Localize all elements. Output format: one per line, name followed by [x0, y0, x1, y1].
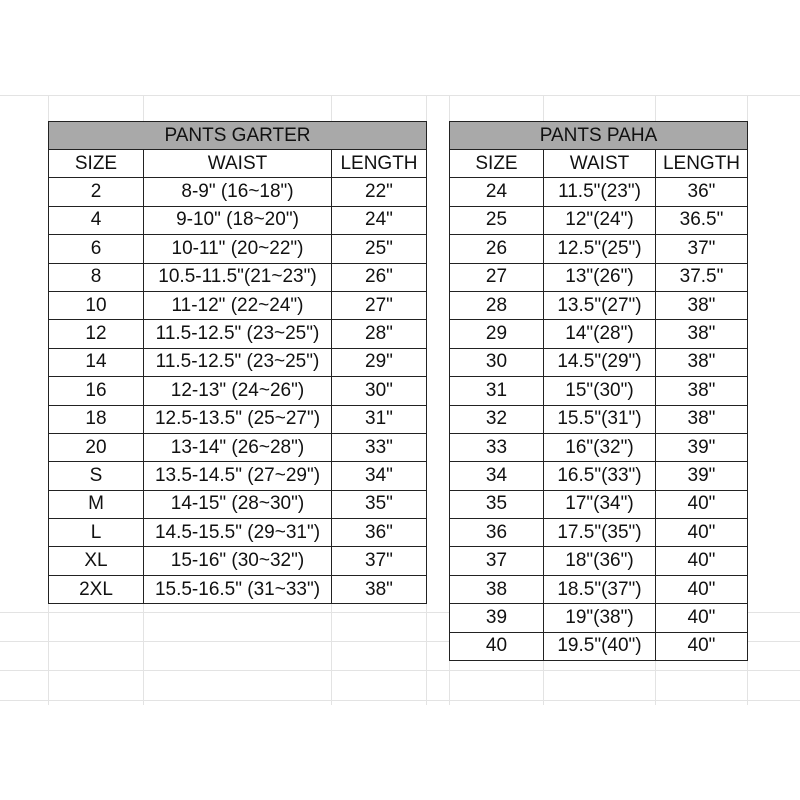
table-row	[49, 263, 427, 291]
waist-cell: 11-12" (22~24")	[144, 291, 332, 319]
waist-cell: 14"(28")	[544, 320, 656, 348]
table-title-row	[450, 122, 748, 150]
table-row	[49, 519, 427, 547]
table-row	[450, 547, 748, 575]
length-cell: 38"	[656, 348, 748, 376]
waist-cell: 11.5-12.5" (23~25")	[144, 348, 332, 376]
length-cell: 28"	[332, 320, 427, 348]
size-cell: 26	[450, 235, 544, 263]
size-cell: 18	[49, 405, 144, 433]
length-cell: 40"	[656, 575, 748, 603]
length-cell: 34"	[332, 462, 427, 490]
waist-cell: 17"(34")	[544, 490, 656, 518]
table-row	[49, 235, 427, 263]
waist-cell: 19.5"(40")	[544, 632, 656, 660]
size-cell: 24	[450, 178, 544, 206]
length-cell: 29"	[332, 348, 427, 376]
size-cell: S	[49, 462, 144, 490]
column-header-waist: WAIST	[144, 150, 332, 178]
table-row	[49, 348, 427, 376]
waist-cell: 14.5-15.5" (29~31")	[144, 519, 332, 547]
column-header-waist: WAIST	[544, 150, 656, 178]
length-cell: 37"	[332, 547, 427, 575]
waist-cell: 16"(32")	[544, 433, 656, 461]
size-cell: 31	[450, 377, 544, 405]
size-cell: 4	[49, 206, 144, 234]
size-cell: 2XL	[49, 575, 144, 603]
length-cell: 40"	[656, 547, 748, 575]
length-cell: 37.5"	[656, 263, 748, 291]
waist-cell: 18.5"(37")	[544, 575, 656, 603]
table-row	[450, 348, 748, 376]
waist-cell: 10-11" (20~22")	[144, 235, 332, 263]
waist-cell: 13-14" (26~28")	[144, 433, 332, 461]
table-row	[450, 632, 748, 660]
length-cell: 26"	[332, 263, 427, 291]
size-cell: 40	[450, 632, 544, 660]
size-cell: 39	[450, 604, 544, 632]
column-header-length: LENGTH	[656, 150, 748, 178]
table-row	[450, 490, 748, 518]
table-row	[49, 377, 427, 405]
waist-cell: 15.5-16.5" (31~33")	[144, 575, 332, 603]
table-title: PANTS PAHA	[450, 122, 748, 150]
waist-cell: 12-13" (24~26")	[144, 377, 332, 405]
table-row	[49, 462, 427, 490]
waist-cell: 13"(26")	[544, 263, 656, 291]
size-cell: 25	[450, 206, 544, 234]
length-cell: 24"	[332, 206, 427, 234]
table-title-row	[49, 122, 427, 150]
waist-cell: 15-16" (30~32")	[144, 547, 332, 575]
length-cell: 38"	[656, 405, 748, 433]
length-cell: 37"	[656, 235, 748, 263]
waist-cell: 11.5-12.5" (23~25")	[144, 320, 332, 348]
length-cell: 36"	[656, 178, 748, 206]
length-cell: 39"	[656, 462, 748, 490]
table-row	[49, 405, 427, 433]
table-row	[49, 433, 427, 461]
table-header-row	[450, 150, 748, 178]
waist-cell: 12.5"(25")	[544, 235, 656, 263]
waist-cell: 19"(38")	[544, 604, 656, 632]
length-cell: 38"	[332, 575, 427, 603]
length-cell: 38"	[656, 377, 748, 405]
table-row	[450, 206, 748, 234]
table-row	[450, 519, 748, 547]
size-cell: 14	[49, 348, 144, 376]
size-cell: 36	[450, 519, 544, 547]
table-row	[49, 575, 427, 603]
length-cell: 25"	[332, 235, 427, 263]
size-cell: 10	[49, 291, 144, 319]
waist-cell: 15"(30")	[544, 377, 656, 405]
table-row	[450, 575, 748, 603]
table-row	[49, 320, 427, 348]
size-cell: 33	[450, 433, 544, 461]
length-cell: 40"	[656, 519, 748, 547]
table-row	[450, 178, 748, 206]
size-cell: 32	[450, 405, 544, 433]
length-cell: 36"	[332, 519, 427, 547]
length-cell: 38"	[656, 320, 748, 348]
waist-cell: 16.5"(33")	[544, 462, 656, 490]
pants-garter-rows	[49, 178, 427, 604]
length-cell: 35"	[332, 490, 427, 518]
column-header-size: SIZE	[49, 150, 144, 178]
table-row	[450, 263, 748, 291]
table-row	[49, 490, 427, 518]
waist-cell: 12"(24")	[544, 206, 656, 234]
size-cell: 12	[49, 320, 144, 348]
length-cell: 36.5"	[656, 206, 748, 234]
size-cell: 30	[450, 348, 544, 376]
table-row	[450, 291, 748, 319]
table-row	[49, 178, 427, 206]
waist-cell: 9-10" (18~20")	[144, 206, 332, 234]
size-cell: 37	[450, 547, 544, 575]
table-row	[450, 235, 748, 263]
table-row	[49, 547, 427, 575]
size-cell: 16	[49, 377, 144, 405]
size-cell: 29	[450, 320, 544, 348]
size-cell: XL	[49, 547, 144, 575]
column-header-length: LENGTH	[332, 150, 427, 178]
waist-cell: 18"(36")	[544, 547, 656, 575]
size-cell: 34	[450, 462, 544, 490]
length-cell: 22"	[332, 178, 427, 206]
length-cell: 31"	[332, 405, 427, 433]
table-title: PANTS GARTER	[49, 122, 427, 150]
size-cell: 20	[49, 433, 144, 461]
waist-cell: 13.5"(27")	[544, 291, 656, 319]
length-cell: 33"	[332, 433, 427, 461]
table-header-row	[49, 150, 427, 178]
pants-paha-rows	[450, 178, 748, 661]
waist-cell: 11.5"(23")	[544, 178, 656, 206]
table-row	[450, 462, 748, 490]
table-row	[450, 405, 748, 433]
waist-cell: 14-15" (28~30")	[144, 490, 332, 518]
size-cell: 6	[49, 235, 144, 263]
waist-cell: 13.5-14.5" (27~29")	[144, 462, 332, 490]
length-cell: 27"	[332, 291, 427, 319]
waist-cell: 12.5-13.5" (25~27")	[144, 405, 332, 433]
waist-cell: 17.5"(35")	[544, 519, 656, 547]
size-cell: 28	[450, 291, 544, 319]
size-cell: 38	[450, 575, 544, 603]
size-cell: 35	[450, 490, 544, 518]
size-cell: L	[49, 519, 144, 547]
table-row	[49, 206, 427, 234]
table-row	[450, 433, 748, 461]
table-row	[450, 377, 748, 405]
table-row	[49, 291, 427, 319]
waist-cell: 15.5"(31")	[544, 405, 656, 433]
column-header-size: SIZE	[450, 150, 544, 178]
size-cell: 2	[49, 178, 144, 206]
size-cell: 27	[450, 263, 544, 291]
pants-garter-table	[48, 121, 427, 604]
length-cell: 40"	[656, 632, 748, 660]
length-cell: 40"	[656, 604, 748, 632]
length-cell: 39"	[656, 433, 748, 461]
length-cell: 40"	[656, 490, 748, 518]
waist-cell: 10.5-11.5"(21~23")	[144, 263, 332, 291]
table-row	[450, 604, 748, 632]
length-cell: 38"	[656, 291, 748, 319]
waist-cell: 8-9" (16~18")	[144, 178, 332, 206]
length-cell: 30"	[332, 377, 427, 405]
table-row	[450, 320, 748, 348]
pants-paha-table	[449, 121, 748, 661]
size-cell: 8	[49, 263, 144, 291]
waist-cell: 14.5"(29")	[544, 348, 656, 376]
size-cell: M	[49, 490, 144, 518]
